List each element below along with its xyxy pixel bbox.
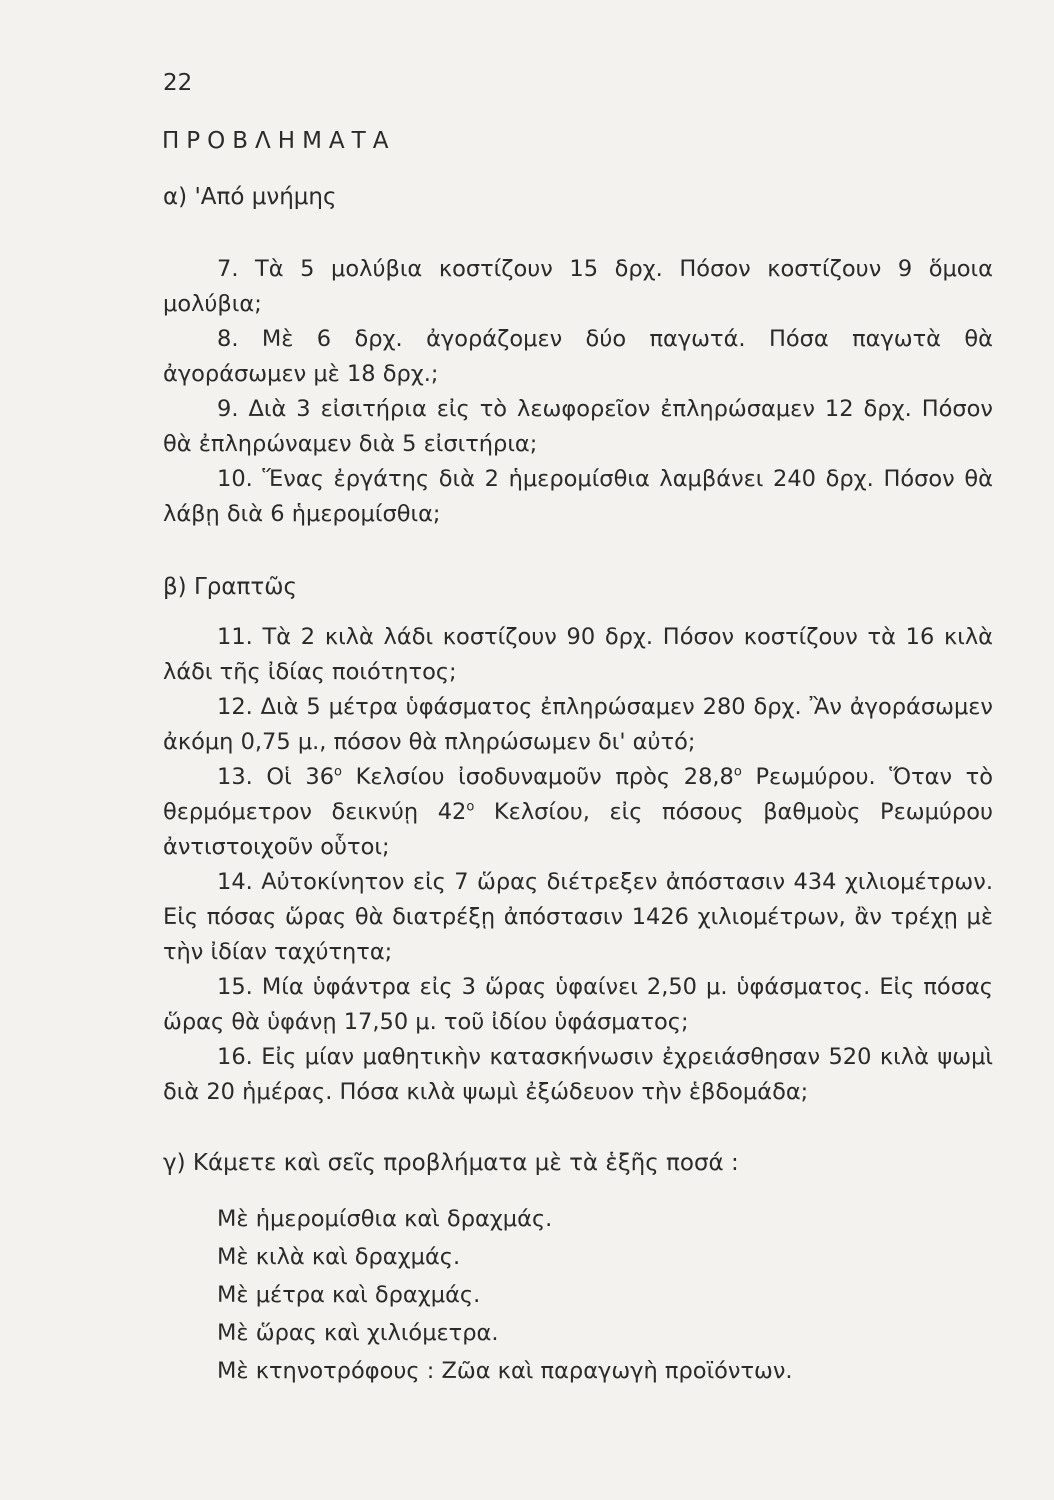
problem-9: 9. Διὰ 3 εἰσιτήρια εἰς τὸ λεωφορεῖον ἐπληρώσαμεν 12 δρχ. Πόσον θὰ ἐπληρώναμεν διὰ 5 εἰσιτήρια; (163, 396, 993, 457)
section-c-heading: γ) Κάμετε καὶ σεῖς προβλήματα μὲ τὰ ἑξῆς ποσά : (163, 1150, 739, 1176)
section-c-list (217, 1200, 793, 1390)
page-title: ΠΡΟΒΛΗΜΑΤΑ (162, 128, 396, 154)
problem-15: 15. Μία ὑφάντρα εἰς 3 ὥρας ὑφαίνει 2,50 μ. ὑφάσματος. Εἰς πόσας ὥρας θὰ ὑφάνῃ 17,50 μ. τοῦ ἰδίου ὑφάσματος; (163, 974, 993, 1035)
problem-13-part-2: Κελσίου ἰσοδυναμοῦν πρὸς 28,8 (342, 764, 734, 790)
problem-14: 14. Αὐτοκίνητον εἰς 7 ὥρας διέτρεξεν ἀπόστασιν 434 χιλιομέτρων. Εἰς πόσας ὥρας θὰ διατρέξῃ ἀπόστασιν 1426 χιλιομέτρων, ἂν τρέχῃ μὲ τὴν ἰδίαν ταχύτητα; (163, 869, 993, 965)
list-item: Μὲ κτηνοτρόφους : Ζῶα καὶ παραγωγὴ προϊόντων. (217, 1358, 793, 1384)
problem-11: 11. Τὰ 2 κιλὰ λάδι κοστίζουν 90 δρχ. Πόσον κοστίζουν τὰ 16 κιλὰ λάδι τῆς ἰδίας ποιότητος; (163, 624, 993, 685)
list-item: Μὲ κιλὰ καὶ δραχμάς. (217, 1244, 461, 1270)
list-item: Μὲ ἡμερομίσθια καὶ δραχμάς. (217, 1206, 553, 1232)
list-item: Μὲ μέτρα καὶ δραχμάς. (217, 1282, 481, 1308)
degree-mark: ο (733, 764, 742, 780)
problem-12: 12. Διὰ 5 μέτρα ὑφάσματος ἐπληρώσαμεν 280 δρχ. Ἂν ἀγοράσωμεν ἀκόμη 0,75 μ., πόσον θὰ πληρώσωμεν δι' αὐτό; (163, 694, 993, 755)
problem-7: 7. Τὰ 5 μολύβια κοστίζουν 15 δρχ. Πόσον κοστίζουν 9 ὅμοια μολύβια; (163, 256, 993, 317)
problem-10: 10. Ἕνας ἐργάτης διὰ 2 ἡμερομίσθια λαμβάνει 240 δρχ. Πόσον θὰ λάβῃ διὰ 6 ἡμερομίσθια; (163, 466, 993, 527)
list-item: Μὲ ὥρας καὶ χιλιόμετρα. (217, 1320, 499, 1346)
problem-13-part-4: Κελσίου, εἰς πόσους βαθμοὺς Ρεωμύρου ἀντιστοιχοῦν οὗτοι; (163, 799, 993, 860)
problem-16: 16. Εἰς μίαν μαθητικὴν κατασκήνωσιν ἐχρειάσθησαν 520 κιλὰ ψωμὶ διὰ 20 ἡμέρας. Πόσα κιλὰ ψωμὶ ἐξώδευον τὴν ἑβδομάδα; (163, 1044, 993, 1105)
problem-13-part-3: Ρεωμύρου. Ὅταν τὸ θερμόμετρον δεικνύῃ 42 (163, 764, 993, 825)
problem-8: 8. Μὲ 6 δρχ. ἀγοράζομεν δύο παγωτά. Πόσα παγωτὰ θὰ ἀγοράσωμεν μὲ 18 δρχ.; (163, 326, 993, 387)
section-b-problems (163, 620, 993, 1110)
degree-mark: ο (334, 764, 342, 780)
section-a-heading: α) 'Από μνήμης (163, 184, 337, 210)
page-number: 22 (163, 70, 193, 96)
section-a-problems (163, 252, 993, 532)
problem-13-part-1: 13. Οἱ 36 (217, 764, 335, 790)
section-b-heading: β) Γραπτῶς (163, 574, 297, 600)
problem-13 (163, 760, 993, 865)
degree-mark: ο (466, 799, 475, 815)
